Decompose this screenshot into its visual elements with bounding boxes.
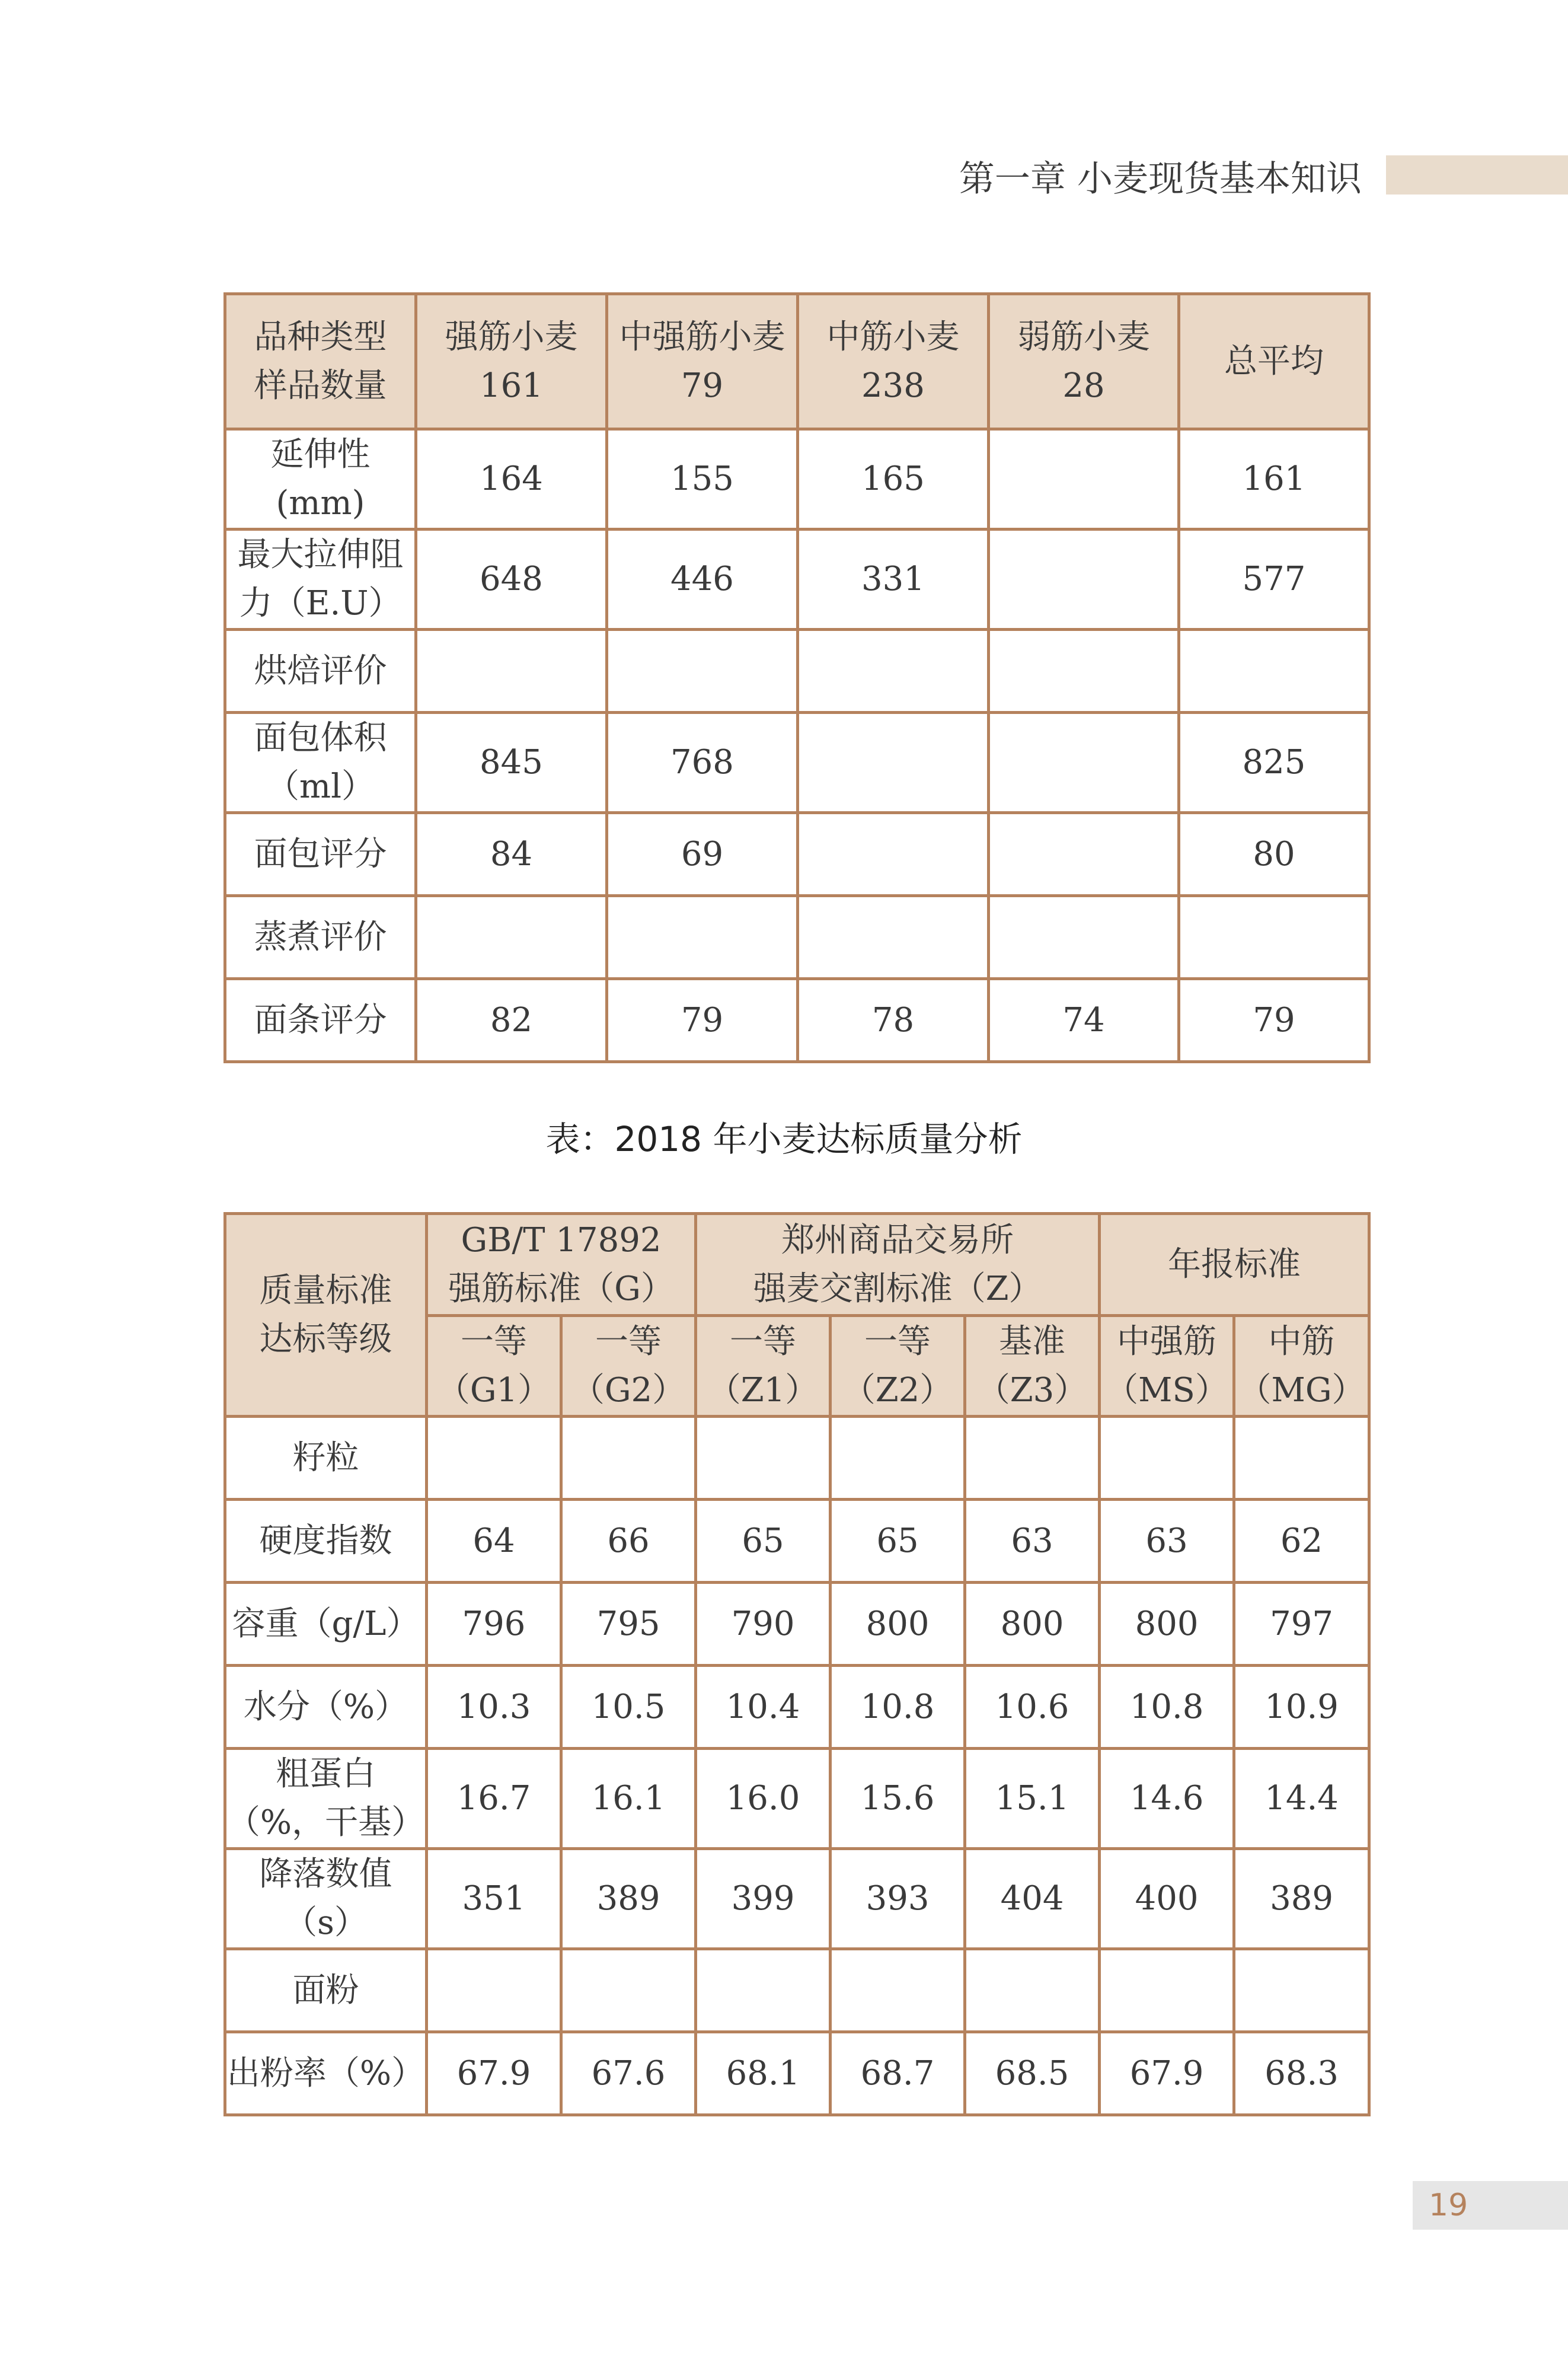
table-cell: 10.9 bbox=[1234, 1666, 1369, 1749]
table-row bbox=[225, 630, 1369, 713]
table-cell: 800 bbox=[965, 1583, 1100, 1666]
table-row bbox=[225, 713, 1369, 813]
table-cell: 331 bbox=[798, 530, 989, 630]
table-cell: 65 bbox=[831, 1500, 965, 1583]
table-cell: 10.8 bbox=[1100, 1666, 1234, 1749]
table-cell: 446 bbox=[607, 530, 798, 630]
table-cell: 389 bbox=[1234, 1849, 1369, 1949]
table-cell: 10.6 bbox=[965, 1666, 1100, 1749]
table2-corner-cell: 质量标准 达标等级 bbox=[225, 1214, 427, 1417]
table2-group-annual: 年报标准 bbox=[1100, 1214, 1369, 1316]
table-cell bbox=[561, 1949, 696, 2032]
row-label: 面包评分 bbox=[225, 813, 416, 896]
table-row bbox=[225, 429, 1369, 530]
table1-header-row bbox=[225, 294, 1369, 429]
table-cell: 16.7 bbox=[427, 1749, 561, 1849]
row-label: 面粉 bbox=[225, 1949, 427, 2032]
table2-subheader-cell: 中筋 （MG） bbox=[1234, 1316, 1369, 1417]
table-row bbox=[225, 2032, 1369, 2115]
table-cell: 389 bbox=[561, 1849, 696, 1949]
table-cell bbox=[416, 896, 607, 979]
table-cell: 67.9 bbox=[427, 2032, 561, 2115]
table-cell bbox=[798, 813, 989, 896]
table-cell: 399 bbox=[696, 1849, 831, 1949]
table-row bbox=[225, 896, 1369, 979]
table-cell: 164 bbox=[416, 429, 607, 530]
table-cell bbox=[989, 896, 1179, 979]
table-cell: 15.6 bbox=[831, 1749, 965, 1849]
row-label: 蒸煮评价 bbox=[225, 896, 416, 979]
table-cell: 65 bbox=[696, 1500, 831, 1583]
table-cell: 67.9 bbox=[1100, 2032, 1234, 2115]
table-row bbox=[225, 813, 1369, 896]
table-cell: 74 bbox=[989, 979, 1179, 1062]
wheel-quality-table-1 bbox=[223, 292, 1371, 1063]
row-label: 面包体积 （ml） bbox=[225, 713, 416, 813]
table-cell: 797 bbox=[1234, 1583, 1369, 1666]
row-label: 延伸性(mm) bbox=[225, 429, 416, 530]
table-cell: 10.8 bbox=[831, 1666, 965, 1749]
table-cell: 63 bbox=[965, 1500, 1100, 1583]
table-cell bbox=[607, 896, 798, 979]
row-label: 出粉率（%） bbox=[225, 2032, 427, 2115]
table2-group-gb: GB/T 17892 强筋标准（G） bbox=[427, 1214, 696, 1316]
table-cell bbox=[1179, 630, 1369, 713]
table1-header-cell: 品种类型 样品数量 bbox=[225, 294, 416, 429]
table-cell: 10.4 bbox=[696, 1666, 831, 1749]
table-cell bbox=[831, 1417, 965, 1500]
table-cell bbox=[798, 896, 989, 979]
table2-subheader-cell: 基准 （Z3） bbox=[965, 1316, 1100, 1417]
table-cell bbox=[989, 713, 1179, 813]
table-row bbox=[225, 979, 1369, 1062]
table-cell: 69 bbox=[607, 813, 798, 896]
row-label: 籽粒 bbox=[225, 1417, 427, 1500]
chapter-header-bar bbox=[1386, 155, 1568, 195]
table-cell: 64 bbox=[427, 1500, 561, 1583]
row-label: 最大拉伸阻 力（E.U） bbox=[225, 530, 416, 630]
table-cell: 161 bbox=[1179, 429, 1369, 530]
table-cell: 800 bbox=[1100, 1583, 1234, 1666]
table-cell: 79 bbox=[607, 979, 798, 1062]
table2-caption: 表：2018 年小麦达标质量分析 bbox=[545, 1119, 1023, 1159]
table-cell bbox=[696, 1949, 831, 2032]
table-cell bbox=[416, 630, 607, 713]
row-label: 烘焙评价 bbox=[225, 630, 416, 713]
row-label: 水分（%） bbox=[225, 1666, 427, 1749]
table-cell bbox=[1100, 1949, 1234, 2032]
table-cell: 10.5 bbox=[561, 1666, 696, 1749]
table1-body bbox=[225, 429, 1369, 1062]
table-row bbox=[225, 1666, 1369, 1749]
table-cell: 800 bbox=[831, 1583, 965, 1666]
table2-subheader-cell: 中强筋 （MS） bbox=[1100, 1316, 1234, 1417]
table-cell bbox=[989, 530, 1179, 630]
table-row bbox=[225, 530, 1369, 630]
table-cell: 795 bbox=[561, 1583, 696, 1666]
row-label: 硬度指数 bbox=[225, 1500, 427, 1583]
table-cell: 84 bbox=[416, 813, 607, 896]
table-cell: 351 bbox=[427, 1849, 561, 1949]
table2-header-row bbox=[225, 1214, 1369, 1316]
table1-header-cell: 总平均 bbox=[1179, 294, 1369, 429]
row-label: 粗蛋白 （%，干基） bbox=[225, 1749, 427, 1849]
table-cell bbox=[696, 1417, 831, 1500]
table-cell: 16.0 bbox=[696, 1749, 831, 1849]
table-cell bbox=[831, 1949, 965, 2032]
table-cell: 648 bbox=[416, 530, 607, 630]
table-cell: 63 bbox=[1100, 1500, 1234, 1583]
table-cell bbox=[1234, 1417, 1369, 1500]
table2-subheader-cell: 一等 （G2） bbox=[561, 1316, 696, 1417]
table2-body bbox=[225, 1417, 1369, 2115]
table-cell: 16.1 bbox=[561, 1749, 696, 1849]
table-cell: 15.1 bbox=[965, 1749, 1100, 1849]
table2-subheader-cell: 一等 （Z2） bbox=[831, 1316, 965, 1417]
table-cell: 165 bbox=[798, 429, 989, 530]
table1-header-cell: 弱筋小麦 28 bbox=[989, 294, 1179, 429]
table-cell: 155 bbox=[607, 429, 798, 530]
table-cell bbox=[561, 1417, 696, 1500]
table-cell: 796 bbox=[427, 1583, 561, 1666]
table-cell: 768 bbox=[607, 713, 798, 813]
table-cell: 62 bbox=[1234, 1500, 1369, 1583]
table-cell: 80 bbox=[1179, 813, 1369, 896]
table-cell: 404 bbox=[965, 1849, 1100, 1949]
table1-header-cell: 中筋小麦 238 bbox=[798, 294, 989, 429]
table-cell bbox=[1100, 1417, 1234, 1500]
table-cell: 68.5 bbox=[965, 2032, 1100, 2115]
table-cell: 10.3 bbox=[427, 1666, 561, 1749]
table-cell: 14.4 bbox=[1234, 1749, 1369, 1849]
table-cell bbox=[965, 1417, 1100, 1500]
table-cell: 845 bbox=[416, 713, 607, 813]
table2-subheader-cell: 一等 （Z1） bbox=[696, 1316, 831, 1417]
chapter-title: 第一章 小麦现货基本知识 bbox=[959, 158, 1362, 200]
table-cell bbox=[965, 1949, 1100, 2032]
table-cell bbox=[989, 630, 1179, 713]
table-cell: 393 bbox=[831, 1849, 965, 1949]
table-row bbox=[225, 1417, 1369, 1500]
table-cell: 68.7 bbox=[831, 2032, 965, 2115]
table2-group-zce: 郑州商品交易所 强麦交割标准（Z） bbox=[696, 1214, 1100, 1316]
table-cell bbox=[989, 429, 1179, 530]
table-cell: 68.3 bbox=[1234, 2032, 1369, 2115]
table1-header-cell: 强筋小麦 161 bbox=[416, 294, 607, 429]
table-cell: 68.1 bbox=[696, 2032, 831, 2115]
table-cell bbox=[798, 630, 989, 713]
table-cell: 400 bbox=[1100, 1849, 1234, 1949]
table-cell bbox=[1234, 1949, 1369, 2032]
table-cell: 78 bbox=[798, 979, 989, 1062]
page-number: 19 bbox=[1429, 2188, 1468, 2223]
row-label: 容重（g/L） bbox=[225, 1583, 427, 1666]
wheel-quality-table-2 bbox=[223, 1212, 1371, 2116]
table-cell: 825 bbox=[1179, 713, 1369, 813]
table-row bbox=[225, 1849, 1369, 1949]
table-cell: 577 bbox=[1179, 530, 1369, 630]
table-cell: 79 bbox=[1179, 979, 1369, 1062]
table-cell bbox=[607, 630, 798, 713]
row-label: 降落数值 （s） bbox=[225, 1849, 427, 1949]
table-cell: 67.6 bbox=[561, 2032, 696, 2115]
table-cell: 14.6 bbox=[1100, 1749, 1234, 1849]
table-cell: 66 bbox=[561, 1500, 696, 1583]
table-cell bbox=[989, 813, 1179, 896]
table-cell bbox=[1179, 896, 1369, 979]
table-row bbox=[225, 1749, 1369, 1849]
table2-subheader-cell: 一等 （G1） bbox=[427, 1316, 561, 1417]
table-row bbox=[225, 1500, 1369, 1583]
table-row bbox=[225, 1583, 1369, 1666]
table-cell bbox=[427, 1949, 561, 2032]
table-row bbox=[225, 1949, 1369, 2032]
table-cell: 82 bbox=[416, 979, 607, 1062]
table1-header-cell: 中强筋小麦 79 bbox=[607, 294, 798, 429]
table-cell bbox=[798, 713, 989, 813]
table-cell bbox=[427, 1417, 561, 1500]
row-label: 面条评分 bbox=[225, 979, 416, 1062]
table-cell: 790 bbox=[696, 1583, 831, 1666]
